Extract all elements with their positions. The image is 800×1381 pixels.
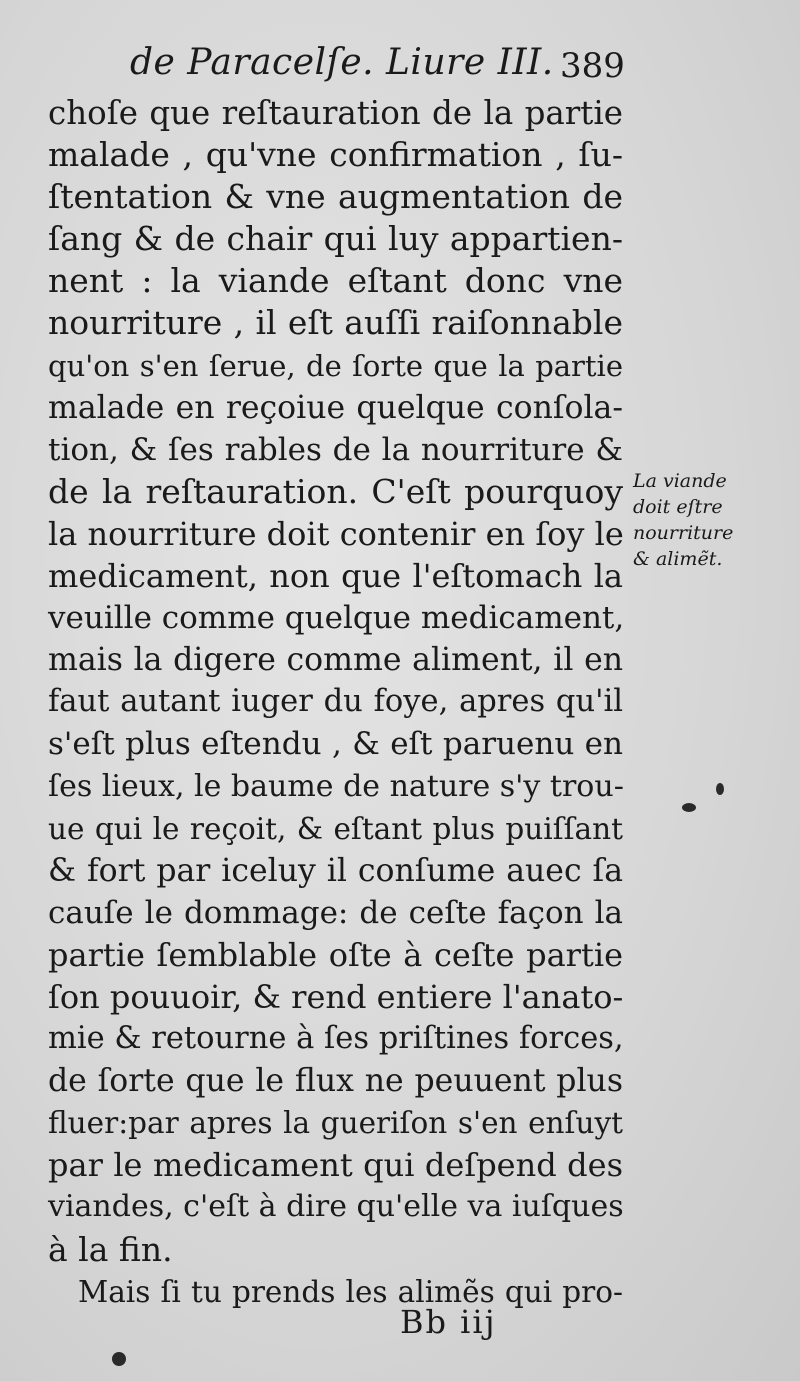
marginal-note-line: doit eſtre (633, 496, 723, 518)
text-line: qu'on s'en ſerue, de ſorte que la partie (48, 348, 623, 383)
text-line: veuille comme quelque medicament, (48, 600, 625, 637)
text-line: malade , qu'vne confirmation , ſu- (48, 135, 623, 175)
text-line: malade en reçoiue quelque conſola- (48, 389, 623, 426)
text-line: de la reſtauration. C'eſt pourquoy (48, 471, 623, 511)
marginal-note-line: & alimẽt. (633, 548, 723, 570)
text-line: à la fin. (48, 1229, 173, 1269)
ink-speck (112, 1352, 126, 1366)
marginal-note (633, 468, 793, 572)
text-line: ſon pouuoir, & rend entiere l'anato- (48, 977, 624, 1016)
text-line: medicament, non que l'eſtomach la (48, 557, 623, 596)
page-header (130, 42, 630, 92)
text-line: par le medicament qui deſpend des (48, 1146, 623, 1185)
text-line: viandes, c'eſt à dire qu'elle va iuſques (48, 1189, 624, 1225)
text-line: mie & retourne à ſes priſtines forces, (48, 1021, 624, 1057)
body-text (48, 92, 623, 1313)
text-line: partie ſemblable oſte à ceſte partie (48, 935, 623, 974)
text-line: faut autant iuger du foye, apres qu'il (48, 684, 623, 720)
text-line: de ſorte que le flux ne peuuent plus (48, 1063, 623, 1100)
text-line: s'eſt plus eſtendu , & eſt paruenu en (48, 726, 623, 763)
text-line: tion, & ſes rables de la nourriture & (48, 431, 623, 468)
running-head: de Paracelſe. Liure III. (130, 42, 554, 83)
text-line: nent : la viande eſtant donc vne (48, 261, 623, 301)
text-line: ſes lieux, le baume de nature s'y trou- (48, 768, 624, 804)
ink-speck (682, 803, 696, 812)
text-line: choſe que reſtauration de la partie (48, 94, 623, 132)
text-line: fluer:par apres la gueriſon s'en enſuyt (48, 1106, 623, 1141)
text-line: la nourriture doit contenir en ſoy le (48, 514, 624, 553)
text-line: ſang & de chair qui luy appartien- (48, 219, 623, 259)
ink-speck (716, 783, 724, 795)
page-number: 389 (560, 46, 625, 86)
text-line: mais la digere comme aliment, il en (48, 642, 623, 679)
marginal-note-line: nourriture (633, 522, 734, 544)
text-line: & fort par iceluy il conſume auec ſa (48, 852, 623, 889)
signature-mark: Bb iij (400, 1303, 497, 1341)
marginal-note-line: La viande (633, 470, 727, 492)
text-line: ſtentation & vne augmentation de (48, 177, 623, 217)
text-line: Mais ſi tu prends les alimẽs qui pro- (78, 1274, 623, 1309)
text-line: nourriture , il eſt auſſi raiſonnable (48, 303, 623, 343)
text-line: cauſe le dommage: de ceſte façon la (48, 894, 623, 931)
text-line: ue qui le reçoit, & eſtant plus puiſſant (48, 811, 623, 846)
